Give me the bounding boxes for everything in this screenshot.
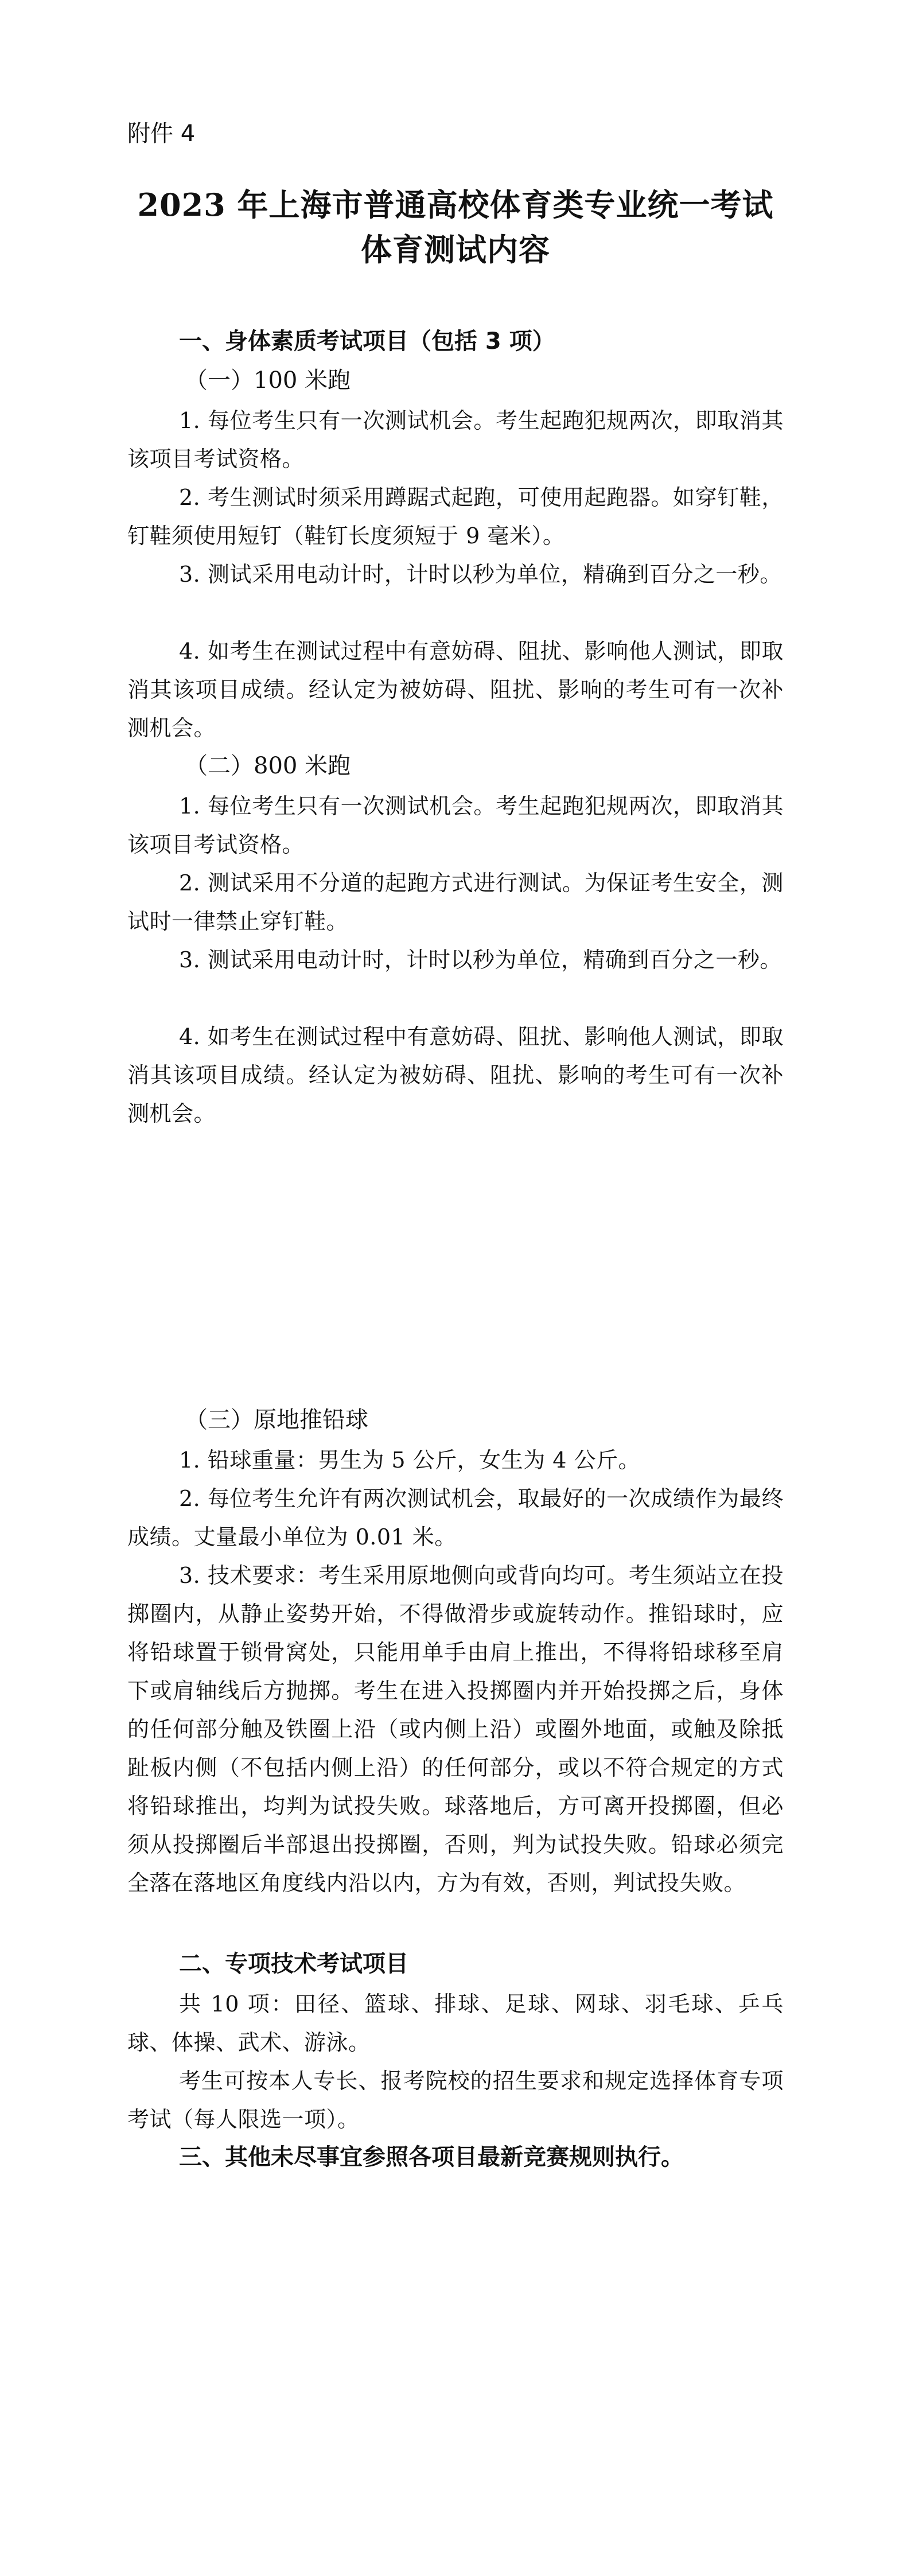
sub1-item-2: 2. 考生测试时须采用蹲踞式起跑，可使用起跑器。如穿钉鞋，钉鞋须使用短钉（鞋钉长度须短于 9 毫米）。	[127, 485, 784, 548]
sub3-item-3: 3. 技术要求：考生采用原地侧向或背向均可。考生须站立在投掷圈内，从静止姿势开始，不得做滑步或旋转动作。推铅球时，应将铅球置于锁骨窝处，只能用单手由肩上推出，不得将铅球移至肩下或肩轴线后方抛掷。考生在进入投掷圈内并开始投掷之后，身体的任何部分触及铁圈上沿（或内侧上沿）或圈外地面，或触及除抵趾板内侧（不包括内侧上沿）的任何部分，或以不符合规定的方式将铅球推出，均判为试投失败。球落地后，方可离开投掷圈，但必须从投掷圈后半部退出投掷圈，否则，判为试投失败。铅球必须完全落在落地区角度线内沿以内，方为有效，否则，判试投失败。	[127, 1563, 784, 1896]
sub1-item-4: 4. 如考生在测试过程中有意妨碍、阻扰、影响他人测试，即取消其该项目成绩。经认定为被妨碍、阻扰、影响的考生可有一次补测机会。	[127, 639, 784, 741]
sub2-item-3: 3. 测试采用电动计时，计时以秒为单位，精确到百分之一秒。	[179, 947, 782, 972]
section2-item-1: 共 10 项：田径、篮球、排球、足球、网球、羽毛球、乒乓球、体操、武术、游泳。	[127, 1991, 784, 2055]
sub3-item-2: 2. 每位考生允许有两次测试机会，取最好的一次成绩作为最终成绩。丈量最小单位为 0.01 米。	[127, 1486, 784, 1550]
sub2-item-4: 4. 如考生在测试过程中有意妨碍、阻扰、影响他人测试，即取消其该项目成绩。经认定为被妨碍、阻扰、影响的考生可有一次补测机会。	[127, 1024, 784, 1126]
sub1-item-1: 1. 每位考生只有一次测试机会。考生起跑犯规两次，即取消其该项目考试资格。	[127, 408, 784, 472]
section2-item-2: 考生可按本人专长、报考院校的招生要求和规定选择体育专项考试（每人限选一项）。	[127, 2068, 784, 2132]
attachment-label: 附件 4	[127, 120, 196, 147]
sub3-heading: （三）原地推铅球	[185, 1407, 368, 1433]
sub1-heading: （一）100 米跑	[185, 367, 351, 394]
sub3-item-1: 1. 铅球重量：男生为 5 公斤，女生为 4 公斤。	[179, 1447, 641, 1473]
section1-heading: 一、身体素质考试项目（包括 3 项）	[179, 328, 555, 355]
sub1-item-3: 3. 测试采用电动计时，计时以秒为单位，精确到百分之一秒。	[179, 562, 782, 587]
section2-heading: 二、专项技术考试项目	[179, 1951, 408, 1977]
document-title-line2: 体育测试内容	[361, 231, 550, 268]
document-title-line1: 2023 年上海市普通高校体育类专业统一考试	[137, 186, 774, 223]
sub2-item-2: 2. 测试采用不分道的起跑方式进行测试。为保证考生安全，测试时一律禁止穿钉鞋。	[127, 870, 784, 934]
section3-heading: 三、其他未尽事宜参照各项目最新竞赛规则执行。	[179, 2144, 684, 2170]
sub2-item-1: 1. 每位考生只有一次测试机会。考生起跑犯规两次，即取消其该项目考试资格。	[127, 793, 784, 857]
sub2-heading: （二）800 米跑	[185, 753, 351, 779]
